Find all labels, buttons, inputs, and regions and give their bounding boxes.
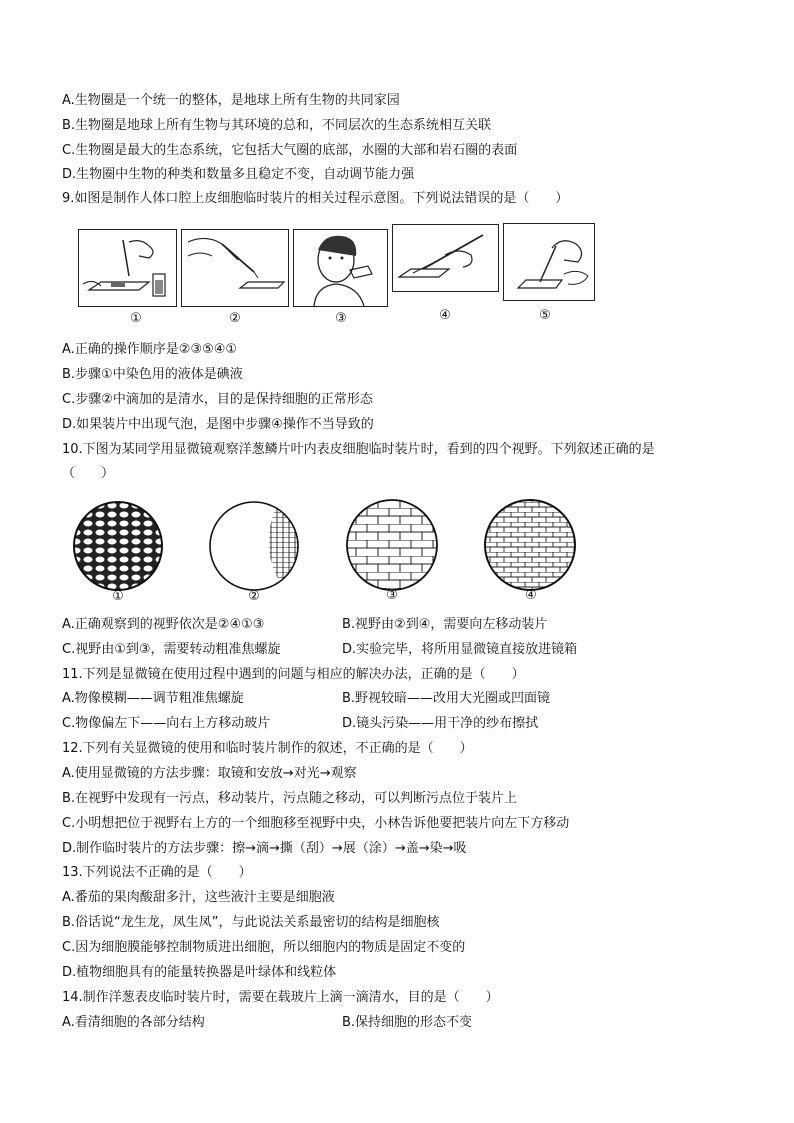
q11-option-d: D.镜头污染——用干净的纱布擦拭	[342, 716, 539, 731]
q9-stem: 9.如图是制作人体口腔上皮细胞临时装片的相关过程示意图。下列说法错误的是（ ）	[62, 191, 569, 206]
q8-option-d: D.生物圈中生物的种类和数量多且稳定不变，自动调节能力强	[62, 167, 415, 182]
q10-field-4	[480, 496, 580, 596]
q8-option-b: B.生物圈是地球上所有生物与其环境的总和，不同层次的生态系统相互关联	[62, 118, 492, 133]
q9-step1-illustration	[78, 229, 177, 307]
q10-figure-label-1: ①	[112, 589, 124, 604]
q13-option-d: D.植物细胞具有的能量转换器是叶绿体和线粒体	[62, 965, 337, 980]
q10-figure-label-2: ②	[248, 589, 260, 604]
q9-option-c: C.步骤②中滴加的是清水，目的是保持细胞的正常形态	[62, 392, 373, 407]
q10-figure-label-3: ③	[386, 588, 398, 603]
q13-option-a: A.番茄的果肉酸甜多汁，这些液汁主要是细胞液	[62, 890, 335, 905]
q10-stem-bracket: （ ）	[62, 466, 115, 481]
q9-figure-label-4: ④	[439, 308, 451, 323]
q11-option-c: C.物像偏左下——向右上方移动玻片	[62, 716, 271, 731]
q14-option-a: A.看清细胞的各部分结构	[62, 1015, 205, 1030]
q9-figure-label-2: ②	[229, 311, 241, 326]
q10-stem: 10.下图为某同学用显微镜观察洋葱鳞片叶内表皮细胞临时装片时，看到的四个视野。下列叙述正确的是	[62, 442, 655, 457]
q14-stem: 14.制作洋葱表皮临时装片时，需要在载玻片上滴一滴清水，目的是（ ）	[62, 990, 499, 1005]
q11-option-b: B.野视较暗——改用大光圈或凹面镜	[342, 691, 551, 706]
q8-option-a: A.生物圈是一个统一的整体，是地球上所有生物的共同家园	[62, 93, 400, 108]
q12-stem: 12.下列有关显微镜的使用和临时装片制作的叙述，不正确的是（ ）	[62, 741, 473, 756]
q10-option-c: C.视野由①到③，需要转动粗准焦螺旋	[62, 642, 281, 657]
q8-option-c: C.生物圈是最大的生态系统，它包括大气圈的底部，水圈的大部和岩石圈的表面	[62, 143, 518, 158]
q9-option-b: B.步骤①中染色用的液体是碘液	[62, 367, 243, 382]
q9-option-d: D.如果装片中出现气泡，是图中步骤④操作不当导致的	[62, 417, 374, 432]
q10-microscope-fields	[70, 492, 580, 607]
q10-option-d: D.实验完毕，将所用显微镜直接放进镜箱	[342, 642, 578, 657]
q13-stem: 13.下列说法不正确的是（ ）	[62, 865, 252, 880]
q10-field-3	[340, 496, 450, 596]
q10-field-2	[210, 502, 302, 590]
q9-figure-label-1: ①	[130, 311, 142, 326]
q14-option-b: B.保持细胞的形态不变	[342, 1015, 473, 1030]
q11-option-a: A.物像模糊——调节粗准焦螺旋	[62, 691, 244, 706]
q12-option-a: A.使用显微镜的方法步骤：取镜和安放→对光→观察	[62, 766, 357, 781]
q9-figure-label-5: ⑤	[539, 308, 551, 323]
q9-figure-label-3: ③	[335, 311, 347, 326]
q13-option-b: B.俗话说“龙生龙，凤生凤”，与此说法关系最密切的结构是细胞核	[62, 915, 440, 930]
q13-option-c: C.因为细胞膜能够控制物质进出细胞，所以细胞内的物质是固定不变的	[62, 940, 466, 955]
q10-option-a: A.正确观察到的视野依次是②④①③	[62, 617, 265, 632]
q11-stem: 11.下列是显微镜在使用过程中遇到的问题与相应的解决办法，正确的是（ ）	[62, 667, 525, 682]
q9-step4-illustration	[392, 224, 499, 292]
q10-field-1	[70, 498, 170, 598]
q12-option-c: C.小明想把位于视野右上方的一个细胞移至视野中央，小林告诉他要把装片向左下方移动	[62, 816, 570, 831]
q9-step3-illustration	[293, 229, 388, 307]
q12-option-b: B.在视野中发现有一污点，移动装片，污点随之移动，可以判断污点位于装片上	[62, 791, 518, 806]
q9-step5-illustration	[503, 223, 595, 301]
q10-option-b: B.视野由②到④，需要向左移动装片	[342, 617, 548, 632]
q10-figure-label-4: ④	[525, 588, 537, 603]
q12-option-d: D.制作临时装片的方法步骤：擦→滴→撕（刮）→展（涂）→盖→染→吸	[62, 841, 467, 856]
q9-step2-illustration	[181, 229, 289, 307]
q9-option-a: A.正确的操作顺序是②③⑤④①	[62, 342, 238, 357]
